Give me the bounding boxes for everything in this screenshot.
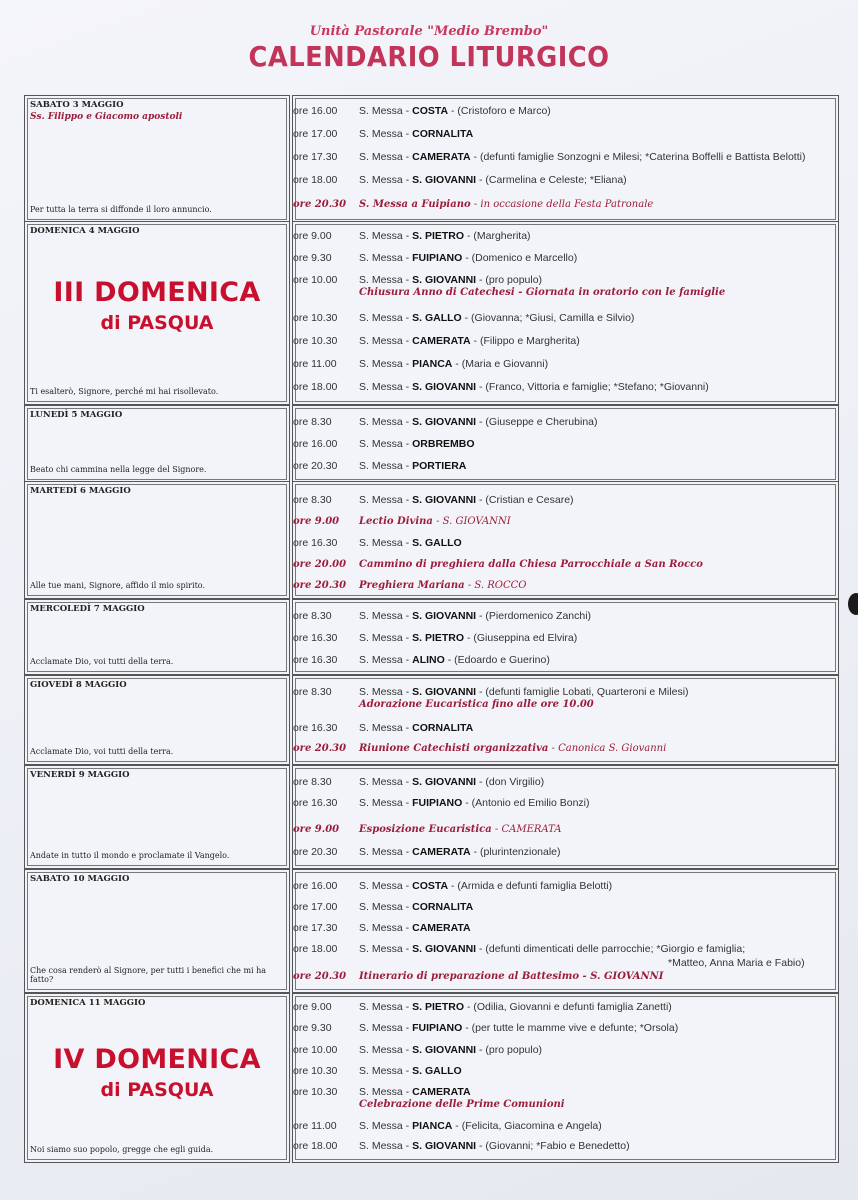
day-label: LUNEDÌ 5 MAGGIO [30, 410, 123, 420]
event-row-highlight: ore 20.30 Preghiera Mariana - S. ROCCO [293, 580, 527, 591]
psalm-verse: Noi siamo suo popolo, gregge che egli guida. [30, 1145, 214, 1154]
event-row-highlight: ore 20.30 S. Messa a Fuipiano - in occasione della Festa Patronale [293, 199, 654, 210]
psalm-verse: Per tutta la terra si diffonde il loro annuncio. [30, 205, 212, 214]
event-row-highlight: ore 9.00 Esposizione Eucaristica - CAMERATA [293, 824, 562, 835]
day-cell [24, 869, 290, 993]
event-row: ore 16.00 S. Messa - ORBREMBO [293, 438, 475, 450]
event-row: ore 16.30 S. Messa - S. PIETRO - (Giuseppina ed Elvira) [293, 632, 578, 644]
events-cell [292, 481, 839, 599]
day-cell [24, 481, 290, 599]
event-row: ore 10.00 S. Messa - S. GIOVANNI - (pro populo) Chiusura Anno di Catechesi - Giornata in oratorio con le famiglie [293, 274, 726, 298]
parish-subtitle: Unità Pastorale "Medio Brembo" [309, 24, 549, 39]
day-cell [24, 675, 290, 765]
sunday-heading: III DOMENICA di PASQUA [53, 277, 261, 334]
event-row: ore 16.30 S. Messa - ALINO - (Edoardo e Guerino) [293, 654, 550, 666]
psalm-verse: Che cosa renderò al Signore, per tutti i benefici che mi ha fatto? [30, 966, 267, 984]
day-label: DOMENICA 11 MAGGIO [30, 998, 146, 1008]
event-row: ore 8.30 S. Messa - S. GIOVANNI - (defunti famiglie Lobati, Quarteroni e Milesi) Adorazione Eucaristica fino alle ore 10.00 [293, 686, 689, 710]
day-row-giovedi-8 [24, 675, 839, 765]
event-row: ore 8.30 S. Messa - S. GIOVANNI - (Cristian e Cesare) [293, 494, 574, 506]
event-row: ore 20.30 S. Messa - CAMERATA - (plurintenzionale) [293, 846, 561, 858]
event-row: ore 10.30 S. Messa - S. GALLO - (Giovanna; *Giusi, Camilla e Silvio) [293, 312, 635, 324]
events-cell [292, 221, 839, 405]
psalm-verse: Beato chi cammina nella legge del Signore. [30, 465, 207, 474]
day-row-domenica-11 [24, 993, 839, 1163]
psalm-verse: Acclamate Dio, voi tutti della terra. [30, 747, 174, 756]
event-row: ore 17.00 S. Messa - CORNALITA [293, 901, 474, 913]
day-label: MERCOLEDÌ 7 MAGGIO [30, 604, 145, 614]
day-row-venerdi-9 [24, 765, 839, 869]
day-label: SABATO 3 MAGGIO [30, 100, 124, 110]
events-cell [292, 869, 839, 993]
event-row: ore 8.30 S. Messa - S. GIOVANNI - (Pierdomenico Zanchi) [293, 610, 592, 622]
events-cell [292, 405, 839, 483]
day-cell [24, 765, 290, 869]
day-cell [24, 599, 290, 675]
event-row: ore 17.30 S. Messa - CAMERATA - (defunti famiglie Sonzogni e Milesi; *Caterina Boffelli e Battista Belotti) [293, 151, 806, 163]
day-cell [24, 221, 290, 405]
event-row-highlight: ore 20.30 Itinerario di preparazione al Battesimo - S. GIOVANNI [293, 971, 664, 982]
day-cell [24, 993, 290, 1163]
day-label: VENERDÌ 9 MAGGIO [30, 770, 130, 780]
day-row-domenica-4 [24, 221, 839, 405]
event-row: ore 17.00 S. Messa - CORNALITA [293, 128, 474, 140]
event-row: ore 10.00 S. Messa - S. GIOVANNI - (pro populo) [293, 1044, 543, 1056]
psalm-verse: Andate in tutto il mondo e proclamate il Vangelo. [30, 851, 230, 860]
event-row: ore 20.30 S. Messa - PORTIERA [293, 460, 467, 472]
event-row: ore 18.00 S. Messa - S. GIOVANNI - (Franco, Vittoria e famiglie; *Stefano; *Giovanni) [293, 381, 709, 393]
event-row-highlight: ore 20.30 Riunione Catechisti organizzativa - Canonica S. Giovanni [293, 743, 667, 754]
event-row: ore 16.00 S. Messa - COSTA - (Cristoforo e Marco) [293, 105, 551, 117]
event-row: ore 11.00 S. Messa - PIANCA - (Maria e Giovanni) [293, 358, 549, 370]
day-label: MARTEDÌ 6 MAGGIO [30, 486, 131, 496]
binder-hole [848, 593, 858, 615]
event-row: ore 8.30 S. Messa - S. GIOVANNI - (don Virgilio) [293, 776, 545, 788]
sunday-heading: IV DOMENICA di PASQUA [53, 1044, 261, 1101]
event-row: ore 16.30 S. Messa - S. GALLO [293, 537, 462, 549]
day-row-sabato-3 [24, 95, 839, 223]
event-row: ore 9.30 S. Messa - FUIPIANO - (per tutte le mamme vive e defunte; *Orsola) [293, 1022, 679, 1034]
day-row-martedi-6 [24, 481, 839, 599]
day-row-lunedi-5 [24, 405, 839, 483]
event-row: ore 10.30 S. Messa - CAMERATA - (Filippo e Margherita) [293, 335, 580, 347]
events-cell [292, 765, 839, 869]
event-row: ore 18.00 S. Messa - S. GIOVANNI - (Giovanni; *Fabio e Benedetto) [293, 1140, 630, 1152]
day-cell [24, 95, 290, 223]
psalm-verse: Acclamate Dio, voi tutti della terra. [30, 657, 174, 666]
event-row: ore 8.30 S. Messa - S. GIOVANNI - (Giuseppe e Cherubina) [293, 416, 598, 428]
saint-label: Ss. Filippo e Giacomo apostoli [30, 112, 183, 122]
event-row: ore 16.30 S. Messa - FUIPIANO - (Antonio ed Emilio Bonzi) [293, 797, 590, 809]
day-cell [24, 405, 290, 483]
event-row: ore 9.00 S. Messa - S. PIETRO - (Margherita) [293, 230, 531, 242]
event-row: ore 18.00 S. Messa - S. GIOVANNI - (defunti dimenticati delle parrocchie; *Giorgio e famiglia; *Matteo, Anna Maria e Fabio) [293, 943, 805, 969]
event-row: ore 18.00 S. Messa - S. GIOVANNI - (Carmelina e Celeste; *Eliana) [293, 174, 627, 186]
event-row: ore 11.00 S. Messa - PIANCA - (Felicita, Giacomina e Angela) [293, 1120, 602, 1132]
psalm-verse: Alle tue mani, Signore, affido il mio spirito. [30, 581, 205, 590]
event-row: ore 10.30 S. Messa - CAMERATA Celebrazione delle Prime Comunioni [293, 1086, 565, 1110]
event-row: ore 9.00 S. Messa - S. PIETRO - (Odilia, Giovanni e defunti famiglia Zanetti) [293, 1001, 672, 1013]
day-label: GIOVEDÌ 8 MAGGIO [30, 680, 127, 690]
day-label: DOMENICA 4 MAGGIO [30, 226, 140, 236]
events-cell [292, 599, 839, 675]
day-label: SABATO 10 MAGGIO [30, 874, 130, 884]
events-cell [292, 675, 839, 765]
psalm-verse: Ti esalterò, Signore, perché mi hai risollevato. [30, 387, 219, 396]
events-cell [292, 993, 839, 1163]
events-cell [292, 95, 839, 223]
event-row-highlight: ore 20.00 Cammino di preghiera dalla Chiesa Parrocchiale a San Rocco [293, 559, 703, 570]
event-row: ore 9.30 S. Messa - FUIPIANO - (Domenico e Marcello) [293, 252, 578, 264]
event-row: ore 10.30 S. Messa - S. GALLO [293, 1065, 462, 1077]
page-title: CALENDARIO LITURGICO [248, 40, 610, 73]
event-row: ore 17.30 S. Messa - CAMERATA [293, 922, 471, 934]
event-row-highlight: ore 9.00 Lectio Divina - S. GIOVANNI [293, 516, 511, 527]
day-row-sabato-10 [24, 869, 839, 993]
event-row: ore 16.00 S. Messa - COSTA - (Armida e defunti famiglia Belotti) [293, 880, 613, 892]
day-row-mercoledi-7 [24, 599, 839, 675]
event-row: ore 16.30 S. Messa - CORNALITA [293, 722, 474, 734]
